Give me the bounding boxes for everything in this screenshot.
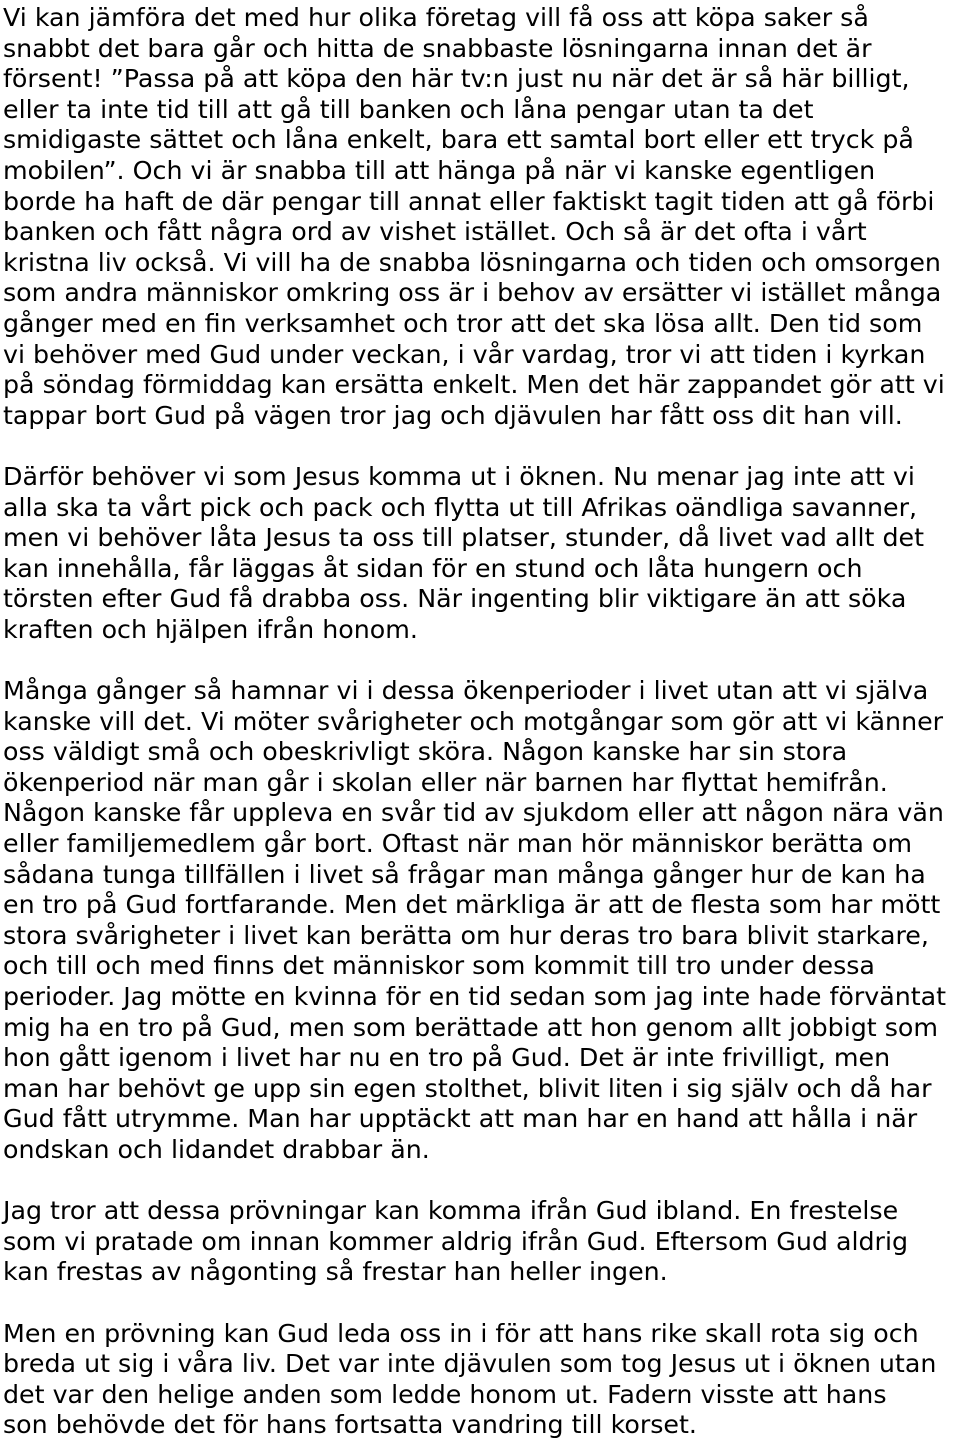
text-line: en tro på Gud fortfarande. Men det märkliga är att de flesta som har mött — [3, 890, 941, 920]
text-line: man har behövt ge upp sin egen stolthet, blivit liten i sig själv och då har — [3, 1073, 932, 1103]
text-line: kristna liv också. Vi vill ha de snabba lösningarna och tiden och omsorgen — [3, 247, 941, 277]
text-line: alla ska ta vårt pick och pack och flytta ut till Afrikas oändliga savanner, — [3, 492, 918, 522]
text-line: banken och fått några ord av vishet istället. Och så är det ofta i vårt — [3, 217, 867, 247]
text-line: ökenperiod när man går i skolan eller när barnen har flyttat hemifrån. — [3, 767, 888, 797]
text-line: kanske vill det. Vi möter svårigheter och motgångar som gör att vi känner — [3, 706, 944, 736]
text-line: mobilen”. Och vi är snabba till att hänga på när vi kanske egentligen — [3, 155, 876, 185]
text-line: Någon kanske får uppleva en svår tid av sjukdom eller att någon nära vän — [3, 798, 944, 828]
paragraph — [3, 1319, 960, 1441]
text-line: men vi behöver låta Jesus ta oss till platser, stunder, då livet vad allt det — [3, 523, 925, 553]
text-line: eller familjemedlem går bort. Oftast när man hör människor berätta om — [3, 829, 912, 859]
text-line: gånger med en fin verksamhet och tror att det ska lösa allt. Den tid som — [3, 308, 923, 338]
text-line: mig ha en tro på Gud, men som berättade att hon genom allt jobbigt som — [3, 1012, 939, 1042]
text-line: tappar bort Gud på vägen tror jag och djävulen har fått oss dit han vill. — [3, 400, 903, 430]
text-line: kraften och hjälpen ifrån honom. — [3, 614, 418, 644]
text-line: snabbt det bara går och hitta de snabbaste lösningarna innan det är — [3, 33, 872, 63]
text-line: borde ha haft de där pengar till annat eller faktiskt tagit tiden att gå förbi — [3, 186, 935, 216]
text-line: kan frestas av någonting så frestar han heller ingen. — [3, 1257, 668, 1287]
paragraph — [3, 676, 960, 1166]
text-line: Vi kan jämföra det med hur olika företag vill få oss att köpa saker så — [3, 3, 869, 32]
text-line: vi behöver med Gud under veckan, i vår vardag, tror vi att tiden i kyrkan — [3, 339, 926, 369]
text-line: smidigaste sättet och låna enkelt, bara ett samtal bort eller ett tryck på — [3, 125, 914, 155]
text-line: törsten efter Gud få drabba oss. När ingenting blir viktigare än att söka — [3, 584, 907, 614]
text-line: Jag tror att dessa prövningar kan komma ifrån Gud ibland. En frestelse — [3, 1196, 899, 1226]
text-line: och till och med finns det människor som kommit till tro under dessa — [3, 951, 875, 981]
text-line: sådana tunga tillfällen i livet så frågar man många gånger hur de kan ha — [3, 859, 926, 889]
text-line: stora svårigheter i livet kan berätta om hur deras tro bara blivit starkare, — [3, 920, 929, 950]
text-line: Men en prövning kan Gud leda oss in i för att hans rike skall rota sig och — [3, 1318, 919, 1348]
text-line: son behövde det för hans fortsatta vandring till korset. — [3, 1410, 697, 1440]
text-line: försent! ”Passa på att köpa den här tv:n just nu när det är så här billigt, — [3, 64, 910, 94]
paragraph — [3, 1196, 960, 1288]
text-line: hon gått igenom i livet har nu en tro på Gud. Det är inte frivilligt, men — [3, 1043, 891, 1073]
text-line: eller ta inte tid till att gå till banken och låna pengar utan ta det — [3, 94, 814, 124]
text-line: perioder. Jag mötte en kvinna för en tid sedan som jag inte hade förväntat — [3, 982, 947, 1011]
text-line: oss väldigt små och obeskrivligt sköra. Någon kanske har sin stora — [3, 737, 848, 767]
text-line: Många gånger så hamnar vi i dessa ökenperioder i livet utan att vi själva — [3, 676, 929, 706]
text-line: kan innehålla, får läggas åt sidan för en stund och låta hungern och — [3, 553, 863, 583]
text-line: det var den helige anden som ledde honom ut. Fadern visste att hans — [3, 1379, 887, 1409]
text-line: som andra människor omkring oss är i behov av ersätter vi istället många — [3, 278, 942, 308]
text-line: Därför behöver vi som Jesus komma ut i öknen. Nu menar jag inte att vi — [3, 461, 915, 491]
text-line: Gud fått utrymme. Man har upptäckt att man har en hand att hålla i när — [3, 1104, 918, 1134]
text-line: på söndag förmiddag kan ersätta enkelt. Men det här zappandet gör att vi — [3, 370, 945, 400]
paragraph — [3, 3, 960, 431]
text-line: ondskan och lidandet drabbar än. — [3, 1134, 430, 1164]
paragraph — [3, 462, 960, 646]
text-line: breda ut sig i våra liv. Det var inte djävulen som tog Jesus ut i öknen utan — [3, 1349, 937, 1379]
text-line: som vi pratade om innan kommer aldrig ifrån Gud. Eftersom Gud aldrig — [3, 1226, 909, 1256]
